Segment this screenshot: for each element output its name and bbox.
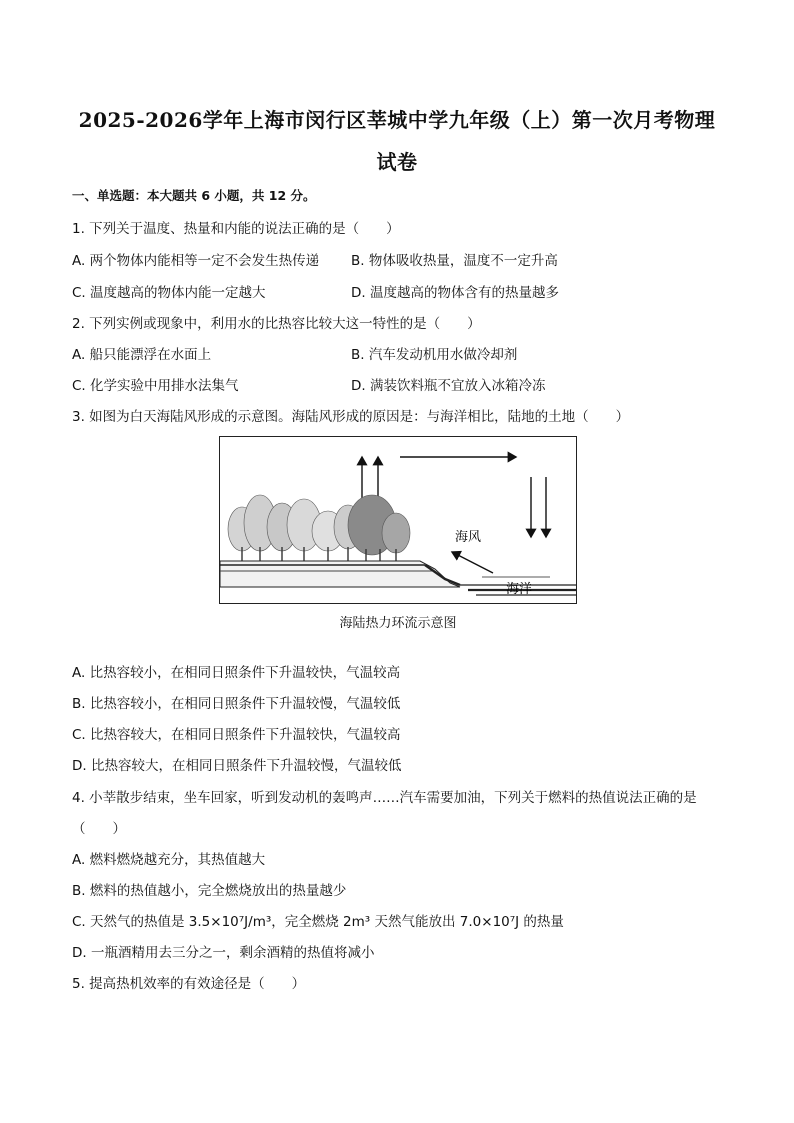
sea-label: 海洋 bbox=[506, 582, 533, 597]
question-2-option-b: B. 汽车发动机用水做冷却剂 bbox=[351, 347, 518, 363]
question-4-stem-cont: （ ） bbox=[72, 821, 126, 837]
sea-breeze-label: 海风 bbox=[455, 530, 482, 545]
sea-land-breeze-figure bbox=[219, 436, 577, 604]
question-3-stem: 3. 如图为白天海陆风形成的示意图。海陆风形成的原因是：与海洋相比，陆地的土地（ ） bbox=[72, 409, 630, 425]
question-4-option-c: C. 天然气的热值是 3.5×10⁷J/m³，完全燃烧 2m³ 天然气能放出 7.0×10⁷J 的热量 bbox=[72, 914, 564, 930]
page-title-line2: 试卷 bbox=[376, 150, 418, 174]
question-3-option-b: B. 比热容较小，在相同日照条件下升温较慢，气温较低 bbox=[72, 696, 401, 712]
trees-illustration bbox=[228, 495, 410, 555]
question-1-option-c: C. 温度越高的物体内能一定越大 bbox=[72, 285, 266, 301]
figure-caption: 海陆热力环流示意图 bbox=[339, 616, 457, 631]
sea-breeze-arrow bbox=[452, 552, 493, 573]
page-title-line1: 2025-2026学年上海市闵行区莘城中学九年级（上）第一次月考物理 bbox=[78, 108, 716, 132]
question-1-stem: 1. 下列关于温度、热量和内能的说法正确的是（ ） bbox=[72, 221, 400, 237]
sea-land-breeze-diagram bbox=[220, 437, 576, 603]
question-1-option-b: B. 物体吸收热量，温度不一定升高 bbox=[351, 253, 558, 269]
question-2-stem: 2. 下列实例或现象中，利用水的比热容比较大这一特性的是（ ） bbox=[72, 316, 481, 332]
question-4-stem: 4. 小莘散步结束，坐车回家，听到发动机的轰鸣声……汽车需要加油，下列关于燃料的热值说法正确的是 bbox=[72, 790, 697, 806]
question-2-option-a: A. 船只能漂浮在水面上 bbox=[72, 347, 212, 363]
question-5-stem: 5. 提高热机效率的有效途径是（ ） bbox=[72, 976, 306, 992]
question-4-option-b: B. 燃料的热值越小，完全燃烧放出的热量越少 bbox=[72, 883, 347, 899]
question-1-option-a: A. 两个物体内能相等一定不会发生热传递 bbox=[72, 253, 320, 269]
question-2-option-d: D. 满装饮料瓶不宜放入冰箱冷冻 bbox=[351, 378, 546, 394]
question-1-option-d: D. 温度越高的物体含有的热量越多 bbox=[351, 285, 559, 301]
question-3-option-c: C. 比热容较大，在相同日照条件下升温较快，气温较高 bbox=[72, 727, 401, 743]
question-4-option-d: D. 一瓶酒精用去三分之一，剩余酒精的热值将减小 bbox=[72, 945, 375, 961]
question-3-option-d: D. 比热容较大，在相同日照条件下升温较慢，气温较低 bbox=[72, 758, 402, 774]
question-3-option-a: A. 比热容较小，在相同日照条件下升温较快，气温较高 bbox=[72, 665, 401, 681]
question-2-option-c: C. 化学实验中用排水法集气 bbox=[72, 378, 239, 394]
land-ground bbox=[220, 561, 460, 587]
section-header: 一、单选题：本大题共 6 小题，共 12 分。 bbox=[72, 188, 316, 203]
question-4-option-a: A. 燃料燃烧越充分，其热值越大 bbox=[72, 852, 266, 868]
